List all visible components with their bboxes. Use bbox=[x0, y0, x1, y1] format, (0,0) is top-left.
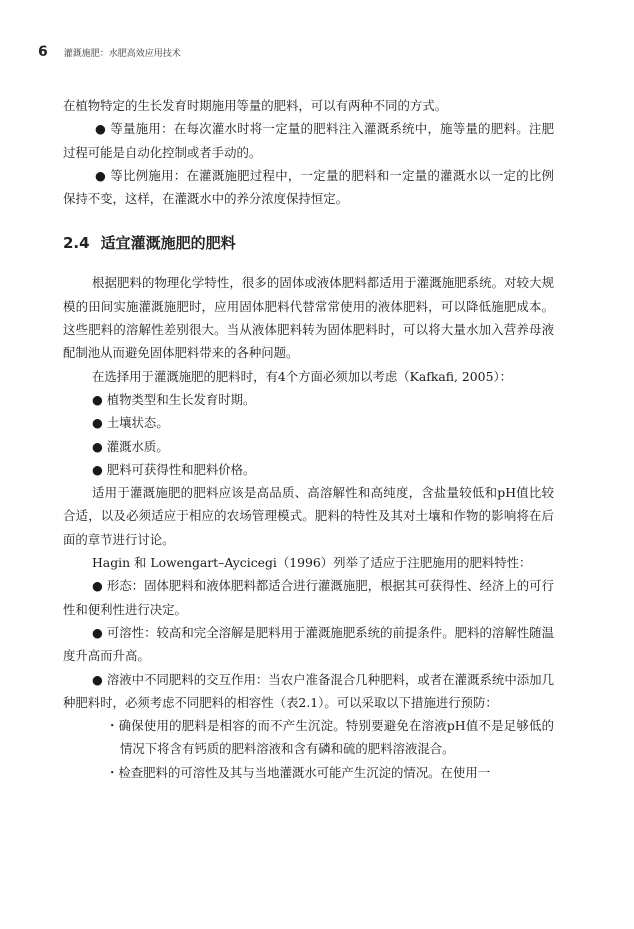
body-paragraph: Hagin 和 Lowengart–Aycicegi（1996）列举了适应于注肥施用的肥料特性： bbox=[92, 555, 532, 571]
page-content bbox=[63, 94, 554, 784]
intro-paragraph: 在植物特定的生长发育时期施用等量的肥料，可以有两种不同的方式。 bbox=[63, 98, 448, 113]
bullet-paragraph-solubility: ● 可溶性：较高和完全溶解是肥料用于灌溉施肥系统的前提条件。肥料的溶解性随温度升高而升高。 bbox=[63, 624, 554, 664]
page-header bbox=[38, 44, 181, 64]
bullet-paragraph-form: ● 形态：固体肥料和液体肥料都适合进行灌溉施肥，根据其可获得性、经济上的可行性和便利性进行决定。 bbox=[63, 578, 554, 617]
sub-item: ・检查肥料的可溶性及其与当地灌溉水可能产生沉淀的情况。在使用一 bbox=[106, 764, 491, 780]
bullet-paragraph-interaction: ● 溶液中不同肥料的交互作用：当农户准备混合几种肥料，或者在灌溉系统中添加几种肥料时，必须考虑不同肥料的相容性（表2.1）。可以采取以下措施进行预防： bbox=[63, 671, 554, 710]
section-heading bbox=[63, 232, 554, 253]
body-paragraph: 在选择用于灌溉施肥的肥料时，有4个方面必须加以考虑（Kafkafi, 2005）： bbox=[92, 368, 513, 384]
intro-bullet-proportional: ● 等比例施用：在灌溉施肥过程中，一定量的肥料和一定量的灌溉水以一定的比例保持不变，这样，在灌溉水中的养分浓度保持恒定。 bbox=[63, 167, 554, 207]
body-paragraph: 适用于灌溉施肥的肥料应该是高品质、高溶解性和高纯度，含盐量较低和pH值比较合适，以及必须适应于相应的农场管理模式。肥料的特性及其对土壤和作物的影响将在后面的章节进行讨论。 bbox=[63, 485, 554, 547]
list-item: ● 植物类型和生长发育时期。 bbox=[92, 391, 256, 407]
list-item: ● 肥料可获得性和肥料价格。 bbox=[92, 461, 256, 477]
sub-item: ・确保使用的肥料是相容的而不产生沉淀。特别要避免在溶液pH值不是足够低的情况下将含有钙质的肥料溶液和含有磷和硫的肥料溶液混合。 bbox=[106, 718, 554, 757]
running-title: 灌溉施肥：水肥高效应用技术 bbox=[63, 49, 181, 59]
page-number: 6 bbox=[38, 44, 48, 60]
intro-bullet-equal-amount: ● 等量施用：在每次灌水时将一定量的肥料注入灌溉系统中，施等量的肥料。注肥过程可能是自动化控制或者手动的。 bbox=[63, 121, 554, 160]
list-item: ● 土壤状态。 bbox=[92, 415, 169, 431]
list-item: ● 灌溉水质。 bbox=[92, 438, 169, 454]
section-title: 适宜灌溉施肥的肥料 bbox=[100, 234, 236, 253]
body-paragraph: 根据肥料的物理化学特性，很多的固体或液体肥料都适用于灌溉施肥系统。对较大规模的田间实施灌溉施肥时，应用固体肥料代替常常使用的液体肥料，可以降低施肥成本。这些肥料的溶解性差别很大。当从液体肥料转为固体肥料时，可以将大量水加入营养母液配制池从而避免固体肥料带来的各种问题。 bbox=[63, 275, 554, 361]
section-number: 2.4 bbox=[63, 234, 90, 253]
